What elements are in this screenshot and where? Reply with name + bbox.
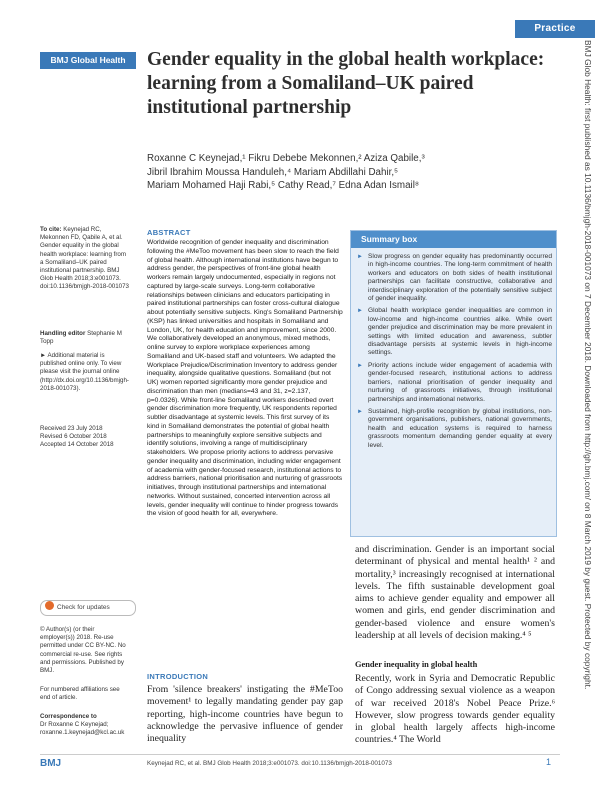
arrow-icon: ► [357,308,363,315]
dates-block [40,425,130,450]
arrow-icon: ► [357,362,363,369]
summary-box-heading: Summary box [351,231,556,248]
additional-material-note: ► Additional material is published online only. To view please visit the journal online (http://dx.doi.org/10.1136/bmjgh-2018-001073). [40,352,129,392]
correspondence-text: Dr Roxanne C Keynejad; roxanne.1.keynejad@kcl.ac.uk [40,721,125,737]
author-list [147,152,567,193]
arrow-icon: ► [357,408,363,415]
article-title: Gender equality in the global health workplace: learning from a Somaliland–UK paired institutional partnership [147,49,545,118]
correspondence-block [40,713,130,738]
summary-list [357,253,552,454]
journal-badge: BMJ Global Health [40,52,136,69]
summary-item: ► Global health workplace gender inequalities are common in low-income and high-income countries alike. While overt gender prejudice and discrimination may be more prevalent in settings with limited education and awareness, subtler disadvantage persists at systemic levels in high-income settings. [357,307,552,357]
citation-block [40,226,130,292]
to-cite-label: To cite: [40,226,62,233]
body-paragraph: and discrimination. Gender is an important social determinant of physical and mental health¹ ² and mortality,³ increasingly recognised at international levels. The fifth sustainable development goal aims to achieve gender equality and empower all women and girls, end gender discrimination and gender-based violence and ensure women's leadership at all levels of decision making.⁴ ⁵ [355,544,555,642]
section-heading: Gender inequality in global health [355,660,478,669]
revised-date: Revised 6 October 2018 [40,433,107,441]
introduction-heading: INTRODUCTION [147,672,209,681]
footer-divider [40,754,560,755]
abstract-heading: ABSTRACT [147,228,191,237]
author-line: Mariam Mohamed Haji Rabi,⁵ Cathy Read,⁷ Edna Adan Ismail⁸ [147,180,420,191]
author-line: Roxanne C Keynejad,¹ Fikru Debebe Mekonnen,² Aziza Qabile,³ [147,153,425,164]
footer-citation: Keynejad RC, et al. BMJ Glob Health 2018;3:e001073. doi:10.1136/bmjgh-2018-001073 [147,760,392,767]
handling-editor-block [40,330,130,346]
check-for-updates-button[interactable] [40,600,136,616]
handling-editor-label: Handling editor [40,330,86,337]
summary-item: ► Priority actions include wider engagement of academia with gender-focused research, institutional actions to address barriers, national prioritisation of gender inequality and nurturing of grassroots initiatives, through institutional partnerships and international networks. [357,361,552,403]
summary-box [350,230,557,537]
summary-item: ► Slow progress on gender equality has predominantly occurred in high-income countries. The long-term commitment of health workers and educators on both sides of health institutional partnerships can facilitate constructive, collaborative and interdisciplinary exploration of the potentially sensitive subject of gender inequality. [357,253,552,303]
page-number: 1 [546,757,552,767]
correspondence-label: Correspondence to [40,713,97,720]
introduction-text: From 'silence breakers' instigating the #MeToo movement¹ to legally mandating gender pay gap reporting, high-income countries have begun to acknowledge the pervasive influence of gender inequality [147,684,343,745]
author-line: Jibril Ibrahim Moussa Handuleh,⁴ Mariam Abdillahi Dahir,⁵ [147,166,399,178]
body-paragraph: Recently, work in Syria and Democratic Republic of Congo addressing sexual violence as a weapon of war received 2018's Nobel Peace Prize.⁶ However, slow progress towards gender equality in global health largely affects high-income countries.⁴ The World [355,673,555,746]
section-label: Practice [515,20,595,38]
bmj-logo: BMJ [40,758,62,769]
to-cite-text: Keynejad RC, Mekonnen FD, Qabile A, et al. Gender equality in the global health workplace: learning from a Somaliland–UK paired institutional partnership. BMJ Glob Health 2018;3:e001073. doi:10.1136/bmjgh-2018-001073 [40,226,129,291]
copyright-note: © Author(s) (or their employer(s)) 2018. Re-use permitted under CC BY-NC. No commercial re-use. See rights and permissions. Published by BMJ. [40,626,126,675]
summary-item: ► Sustained, high-profile recognition by global institutions, non-government organisations, publishers, national governments, health and education systems is required to harness grassroots momentum demanding gender equality at every level. [357,407,552,449]
update-icon [45,601,54,610]
check-updates-label: Check for updates [57,604,110,611]
arrow-icon: ► [357,254,363,260]
copyright-side-note: BMJ Glob Health: first published as 10.1136/bmjgh-2018-001073 on 7 December 2018. Downloaded from http://gh.bmj.com/ on 8 March 2019 by guest. Protected by copyright. [583,40,593,690]
affiliations-note: For numbered affiliations see end of article. [40,686,120,702]
handling-editor: Stephanie M Topp [40,330,122,346]
abstract-text: Worldwide recognition of gender inequality and discrimination following the #MeToo movement has been slow to reach the field of global health. Although international institutions have begun to address gender, the perspectives of front-line global health workers remain largely undocumented, especially in regions not captured by large-scale surveys. Long-term collaborative relationships between clinicians and educators participating in paired institutional partnerships can foster cross-cultural dialogue about potentially sensitive subjects. King's Somaliland Partnership (KSP) has linked universities and hospitals in Somaliland and London, UK, for health education and improvement, since 2000. We collaboratively developed an anonymous, mixed methods, online survey to explore workplace experiences among Somaliland and UK-based staff and volunteers. We adapted the Workplace Prejudice/Discrimination Inventory to address gender inequality, alongside qualitative questions. Somaliland (but not UK) women reported significantly more gender prejudice and discrimination than men (medians=43 and 31, z=2.137, p=0.0326). While front-line Somaliland workers described overt gender discrimination more frequently, UK respondents reported subtler disadvantage at systemic levels. This first survey of its kind in Somaliland demonstrates the potential of global health partnerships to meaningfully explore sensitive subjects and identify solutions, involving a range of multidisciplinary stakeholders. We propose priority actions to address pervasive gender inequality and discrimination, including wider engagement of academia with gender-focused research, institutional actions to address barriers, national prioritisation and nurturing of grassroots initiatives, through institutional partnerships and international networks. Without sustained, concerted intervention across all levels, gender inequality will continue to hinder progress towards the vision of good health for all, everywhere. [147,239,343,518]
received-date: Received 23 July 2018 [40,425,103,432]
accepted-date: Accepted 14 October 2018 [40,441,114,449]
